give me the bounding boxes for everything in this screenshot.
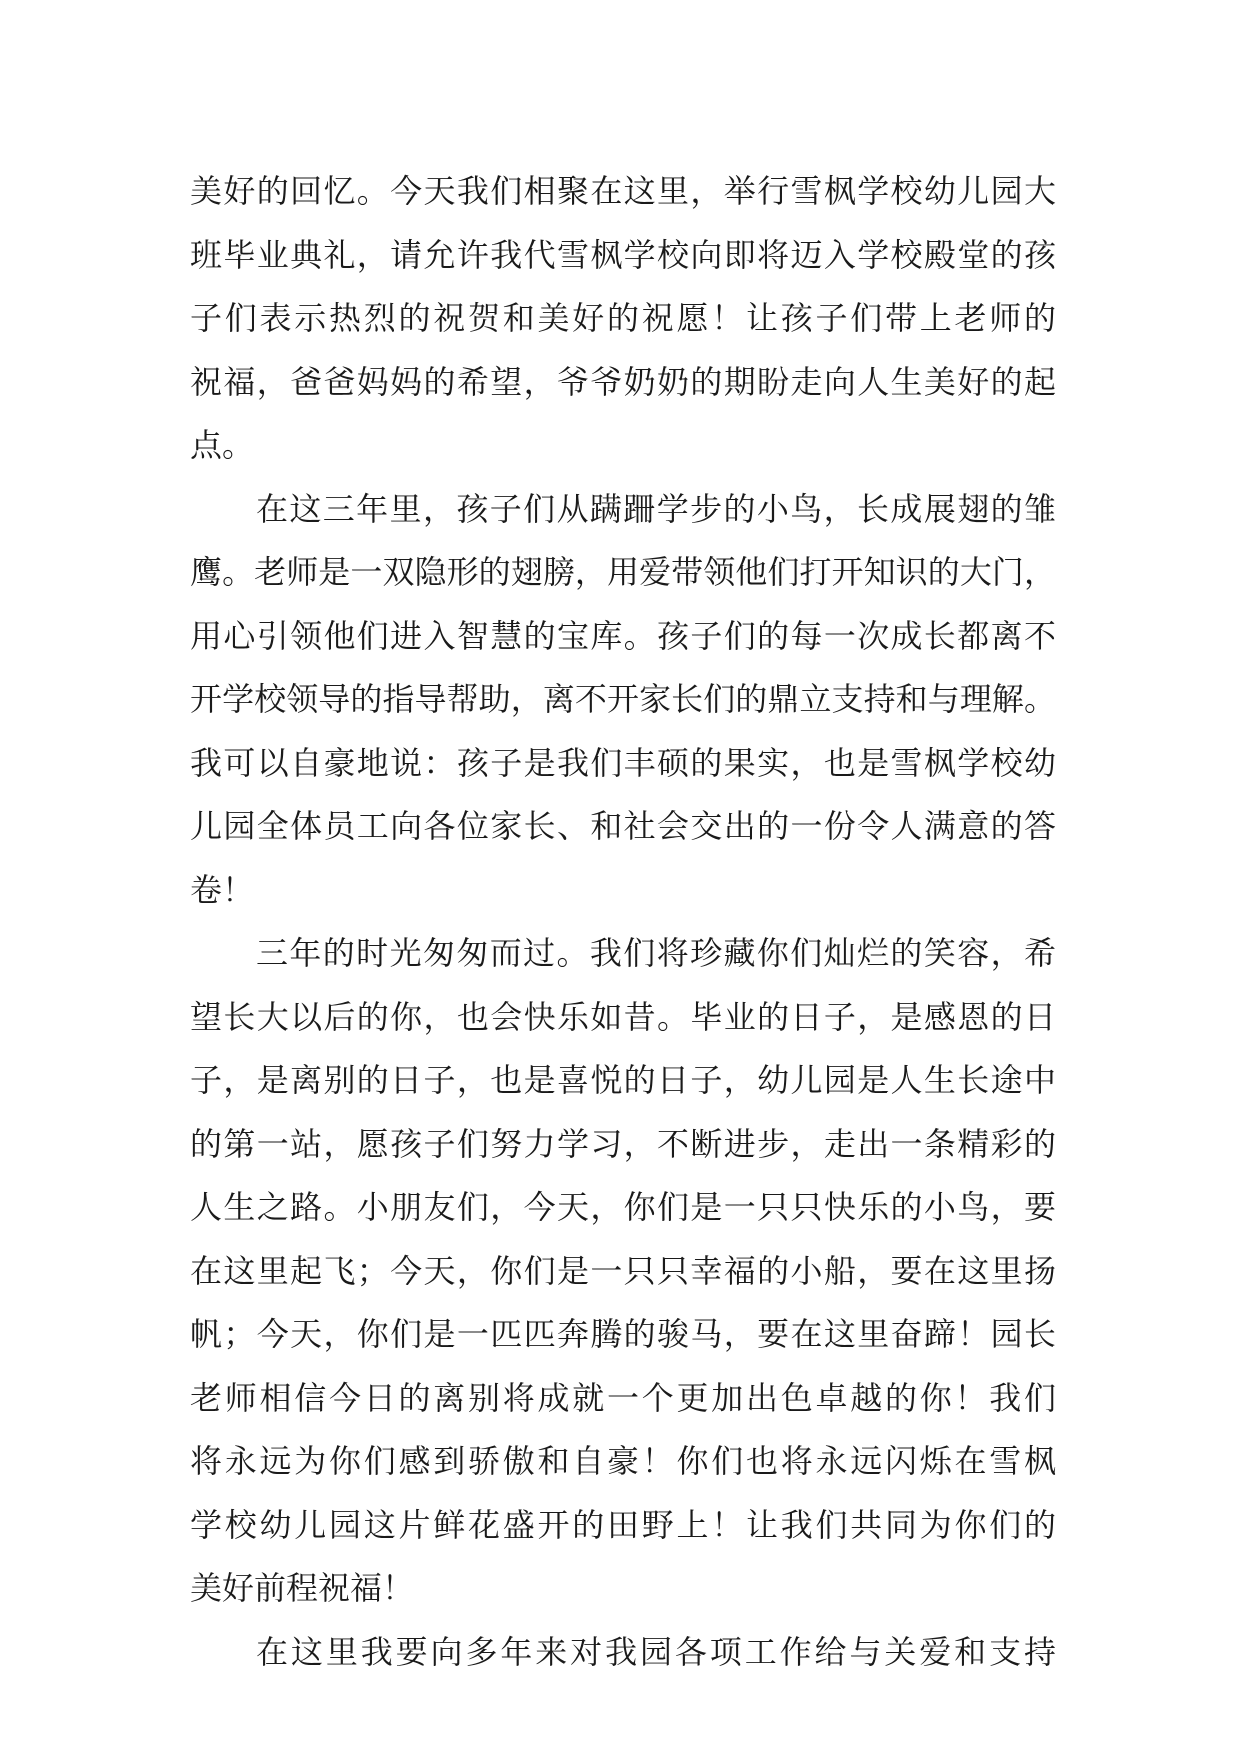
text-line: 子们表示热烈的祝贺和美好的祝愿！让孩子们带上老师的	[190, 299, 1056, 337]
text-line: 鹰。老师是一双隐形的翅膀，用爱带领他们打开知识的大门，	[190, 553, 1056, 591]
text-line: 班毕业典礼，请允许我代雪枫学校向即将迈入学校殿堂的孩	[190, 235, 1056, 274]
text-line: 人生之路。小朋友们，今天，你们是一只只快乐的小鸟，要	[190, 1188, 1056, 1226]
text-line: 我可以自豪地说：孩子是我们丰硕的果实，也是雪枫学校幼	[190, 743, 1056, 782]
text-line: 望长大以后的你，也会快乐如昔。毕业的日子，是感恩的日	[190, 997, 1056, 1036]
text-line: 将永远为你们感到骄傲和自豪！你们也将永远闪烁在雪枫	[190, 1442, 1056, 1480]
paragraph	[190, 478, 1056, 923]
document-body	[190, 160, 1056, 1684]
paragraph	[190, 922, 1056, 1621]
text-line: 学校幼儿园这片鲜花盛开的田野上！让我们共同为你们的	[190, 1505, 1056, 1544]
paragraph	[190, 160, 1056, 478]
text-line: 开学校领导的指导帮助，离不开家长们的鼎立支持和与理解。	[190, 680, 1056, 718]
text-line: 用心引领他们进入智慧的宝库。孩子们的每一次成长都离不	[190, 616, 1056, 655]
text-line: 点。	[190, 426, 255, 464]
text-line: 子，是离别的日子，也是喜悦的日子，幼儿园是人生长途中	[190, 1061, 1056, 1099]
text-line: 祝福，爸爸妈妈的希望，爷爷奶奶的期盼走向人生美好的起	[190, 362, 1056, 401]
text-line: 美好前程祝福！	[190, 1569, 415, 1607]
text-line: 儿园全体员工向各位家长、和社会交出的一份令人满意的答	[190, 807, 1056, 845]
text-line: 老师相信今日的离别将成就一个更加出色卓越的你！我们	[190, 1378, 1056, 1417]
text-line: 帆；今天，你们是一匹匹奔腾的骏马，要在这里奋蹄！园长	[190, 1315, 1056, 1353]
text-line: 在这里起飞；今天，你们是一只只幸福的小船，要在这里扬	[190, 1251, 1056, 1290]
text-line: 三年的时光匆匆而过。我们将珍藏你们灿烂的笑容，希	[256, 934, 1056, 972]
text-line: 的第一站，愿孩子们努力学习，不断进步，走出一条精彩的	[190, 1124, 1056, 1163]
text-line: 卷！	[190, 870, 255, 909]
text-line: 在这三年里，孩子们从蹒跚学步的小鸟，长成展翅的雏	[256, 489, 1056, 528]
text-line: 在这里我要向多年来对我园各项工作给与关爱和支持	[256, 1632, 1056, 1671]
text-line: 美好的回忆。今天我们相聚在这里，举行雪枫学校幼儿园大	[190, 172, 1056, 210]
paragraph	[190, 1621, 1056, 1685]
